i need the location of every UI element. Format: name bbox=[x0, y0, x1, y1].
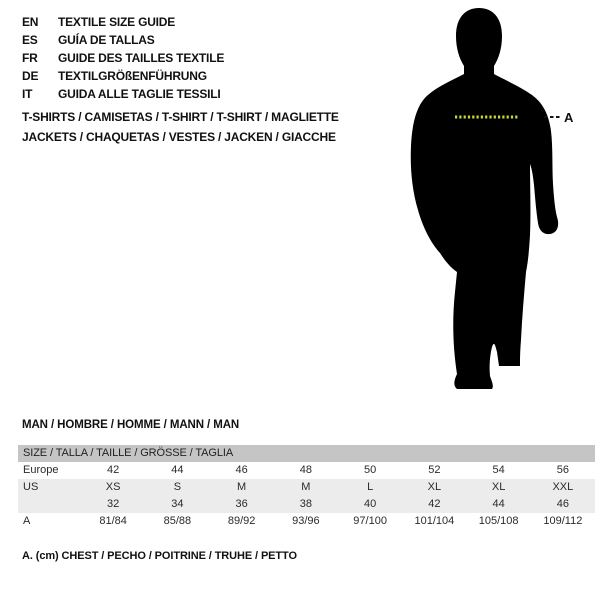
size-cell: S bbox=[173, 481, 182, 493]
size-cell: 42 bbox=[428, 498, 441, 510]
row-label bbox=[18, 496, 81, 513]
size-cell: M bbox=[301, 481, 311, 493]
row-label: US bbox=[23, 481, 39, 493]
lang-label: TEXTILGRÖßENFÜHRUNG bbox=[58, 69, 207, 83]
size-cell: 97/100 bbox=[353, 515, 387, 527]
table-row-us-numbers bbox=[18, 496, 595, 513]
size-cell: XL bbox=[491, 481, 506, 493]
row-label: Europe bbox=[23, 464, 59, 476]
table-row-us-letters bbox=[18, 479, 595, 496]
lang-code: FR bbox=[22, 51, 38, 65]
lang-code: DE bbox=[22, 69, 39, 83]
size-table-header: SIZE / TALLA / TAILLE / GRÖSSE / TAGLIA bbox=[18, 445, 595, 462]
lang-row-it bbox=[22, 85, 224, 103]
categories-line-tshirts: T-SHIRTS / CAMISETAS / T-SHIRT / T-SHIRT / MAGLIETTE bbox=[22, 110, 339, 124]
lang-code: IT bbox=[22, 87, 33, 101]
size-cell: M bbox=[237, 481, 247, 493]
size-cell: 54 bbox=[492, 464, 505, 476]
language-list bbox=[22, 13, 224, 103]
size-cell: 85/88 bbox=[163, 515, 192, 527]
size-cell: 48 bbox=[299, 464, 312, 476]
size-cell: 50 bbox=[364, 464, 377, 476]
size-cell: 52 bbox=[428, 464, 441, 476]
size-cell: 56 bbox=[556, 464, 569, 476]
lang-label: GUIDE DES TAILLES TEXTILE bbox=[58, 51, 225, 65]
section-title-man: MAN / HOMBRE / HOMME / MANN / MAN bbox=[22, 419, 240, 431]
lang-label: TEXTILE SIZE GUIDE bbox=[58, 15, 176, 29]
lang-label: GUIDA ALLE TAGLIE TESSILI bbox=[58, 87, 221, 101]
size-cell: 46 bbox=[556, 498, 569, 510]
lang-row-en bbox=[22, 13, 224, 31]
man-silhouette-path bbox=[411, 8, 558, 389]
size-cell: XXL bbox=[552, 481, 574, 493]
size-cell: 42 bbox=[107, 464, 120, 476]
size-cell: 109/112 bbox=[543, 515, 583, 527]
size-cell: L bbox=[367, 481, 374, 493]
garment-categories bbox=[22, 108, 339, 147]
size-cell: 44 bbox=[171, 464, 184, 476]
lang-code: ES bbox=[22, 33, 38, 47]
row-label: A bbox=[23, 515, 31, 527]
lang-label: GUÍA DE TALLAS bbox=[58, 33, 155, 47]
measurement-footnote: A. (cm) CHEST / PECHO / POITRINE / TRUHE / PETTO bbox=[22, 550, 297, 562]
lang-code: EN bbox=[22, 15, 39, 29]
size-cell: 36 bbox=[235, 498, 248, 510]
size-cell: 38 bbox=[299, 498, 312, 510]
size-cell: 46 bbox=[235, 464, 248, 476]
size-cell: 89/92 bbox=[227, 515, 256, 527]
man-silhouette-svg bbox=[400, 0, 600, 400]
size-cell: 105/108 bbox=[478, 515, 519, 527]
size-cell: XS bbox=[105, 481, 121, 493]
size-cell: 81/84 bbox=[99, 515, 127, 527]
categories-line-jackets: JACKETS / CHAQUETAS / VESTES / JACKEN / GIACCHE bbox=[22, 129, 336, 144]
size-cell: 40 bbox=[364, 498, 377, 510]
measure-label-a: A bbox=[564, 110, 574, 125]
size-cell: 32 bbox=[107, 498, 120, 510]
man-figure bbox=[400, 0, 600, 400]
size-cell: 44 bbox=[492, 498, 505, 510]
size-cell: 34 bbox=[171, 498, 184, 510]
size-table bbox=[18, 445, 595, 530]
size-cell: 101/104 bbox=[414, 515, 455, 527]
lang-row-es bbox=[22, 31, 224, 49]
size-cell: 93/96 bbox=[292, 515, 320, 527]
table-row-europe bbox=[18, 462, 595, 479]
size-cell: XL bbox=[427, 481, 442, 493]
table-row-chest-a bbox=[18, 513, 595, 530]
lang-row-fr bbox=[22, 49, 224, 67]
lang-row-de bbox=[22, 67, 224, 85]
